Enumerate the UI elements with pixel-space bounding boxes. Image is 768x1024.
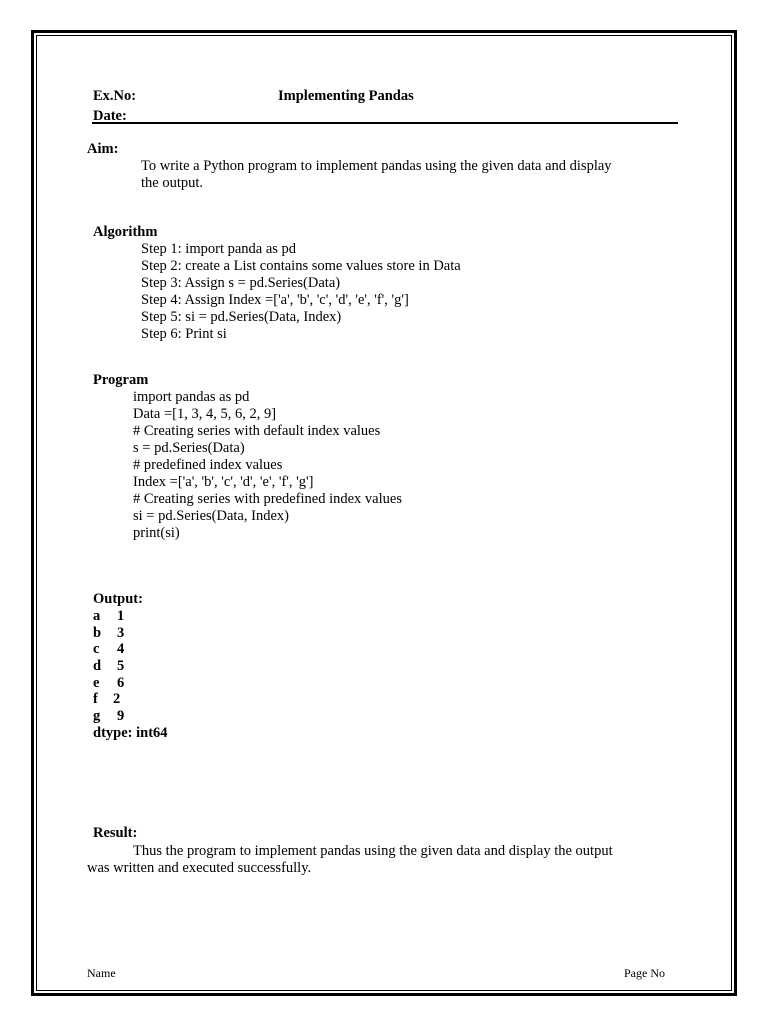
result-line: was written and executed successfully. <box>87 860 312 876</box>
output-dtype: dtype: int64 <box>93 725 168 741</box>
program-line: s = pd.Series(Data) <box>133 440 245 456</box>
algorithm-step: Step 2: create a List contains some values store in Data <box>141 258 461 274</box>
result-heading: Result: <box>93 825 138 841</box>
program-line: # Creating series with predefined index values <box>133 491 402 507</box>
output-row <box>93 658 124 675</box>
output-value: 4 <box>117 641 125 657</box>
output-value: 5 <box>117 658 125 674</box>
aim-line: To write a Python program to implement pandas using the given data and display <box>141 158 612 174</box>
aim-heading: Aim: <box>87 141 119 157</box>
algorithm-heading: Algorithm <box>93 224 158 240</box>
program-line: print(si) <box>133 525 180 541</box>
output-row <box>93 675 124 692</box>
program-heading: Program <box>93 372 149 388</box>
output-row <box>93 625 124 642</box>
output-row <box>93 608 124 625</box>
output-key: f <box>93 691 98 707</box>
algorithm-step: Step 4: Assign Index =['a', 'b', 'c', 'd', 'e', 'f', 'g'] <box>141 292 409 308</box>
output-key: e <box>93 675 100 691</box>
output-key: d <box>93 658 102 674</box>
page-title: Implementing Pandas <box>278 88 414 104</box>
output-row <box>93 641 124 658</box>
output-row <box>93 691 120 708</box>
program-line: # predefined index values <box>133 457 283 473</box>
footer-page-label: Page No <box>624 966 665 980</box>
program-line: Index =['a', 'b', 'c', 'd', 'e', 'f', 'g'] <box>133 474 314 490</box>
aim-line: the output. <box>141 175 204 191</box>
program-line: # Creating series with default index values <box>133 423 381 439</box>
algorithm-step: Step 5: si = pd.Series(Data, Index) <box>141 309 342 325</box>
output-row <box>93 708 124 725</box>
exno-label: Ex.No: <box>93 88 137 104</box>
output-value: 9 <box>117 708 125 724</box>
algorithm-step: Step 6: Print si <box>141 326 227 342</box>
program-line: si = pd.Series(Data, Index) <box>133 508 289 524</box>
footer-name-label: Name <box>87 966 116 980</box>
output-heading: Output: <box>93 591 143 607</box>
algorithm-step: Step 3: Assign s = pd.Series(Data) <box>141 275 341 291</box>
output-value: 1 <box>117 608 125 624</box>
header-rule <box>92 122 678 124</box>
output-value: 6 <box>117 675 125 691</box>
program-line: import pandas as pd <box>133 389 250 405</box>
output-value: 2 <box>113 691 121 707</box>
output-value: 3 <box>117 625 125 641</box>
output-key: b <box>93 625 102 641</box>
date-label: Date: <box>93 108 127 124</box>
result-line: Thus the program to implement pandas using the given data and display the output <box>133 843 613 859</box>
output-key: c <box>93 641 100 657</box>
program-line: Data =[1, 3, 4, 5, 6, 2, 9] <box>133 406 277 422</box>
algorithm-step: Step 1: import panda as pd <box>141 241 297 257</box>
output-key: a <box>93 608 101 624</box>
output-key: g <box>93 708 101 724</box>
